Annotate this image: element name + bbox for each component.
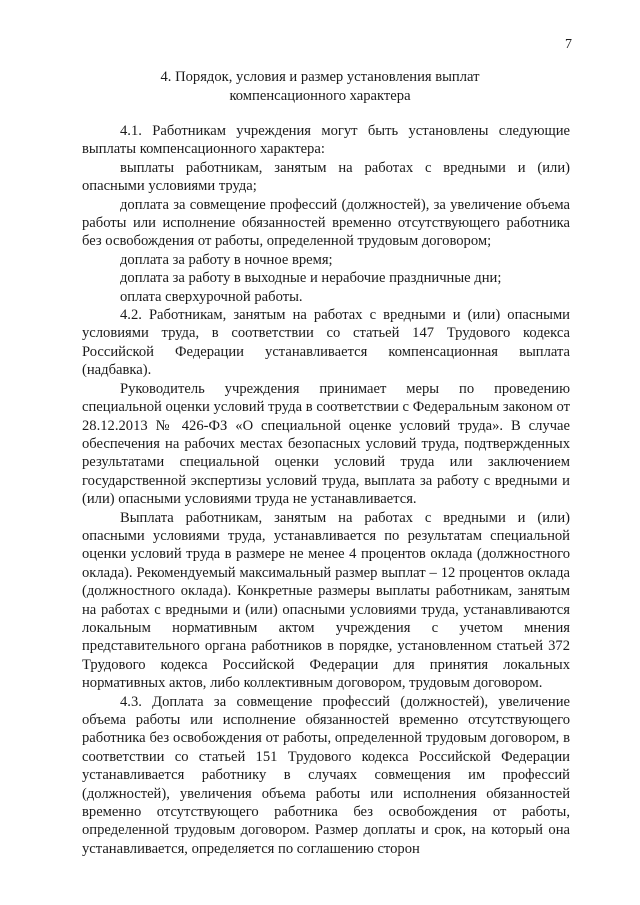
paragraph-payment-amount: Выплата работникам, занятым на работах с вредными и (или) опасными условиями труда, устанавливается по результатам специальной оценки условий труда в размере не менее 4 процентов оклада (должностного оклада). Рекомендуемый максимальный размер выплат – 12 процентов оклада (должностного оклада). Конкретные размеры выплаты работникам, занятым на работах с вредными и (или) опасными условиями труда, устанавливаются локальным нормативным актом учреждения с учетом мнения представительного органа работников в порядке, установленном статьей 372 Трудового кодекса Российской Федерации для принятия локальных нормативных актов, либо коллективным договором, трудовым договором. — [82, 509, 570, 692]
paragraph-4-1: 4.1. Работникам учреждения могут быть установлены следующие выплаты компенсационного характера: — [82, 123, 570, 158]
list-item-combined-duties: доплата за совмещение профессий (должностей), за увеличение объема работы или исполнение обязанностей временно отсутствующего работника без освобождения от работы, определенной трудовым договором; — [82, 196, 570, 250]
page-number: 7 — [565, 37, 572, 52]
section-heading — [96, 68, 544, 106]
paragraph-4-2: 4.2. Работникам, занятым на работах с вредными и (или) опасными условиями труда, в соответствии со статьей 147 Трудового кодекса Российской Федерации устанавливается компенсационная выплата (надбавка). — [82, 307, 570, 379]
section-heading-line-1: 4. Порядок, условия и размер установления выплат — [160, 69, 480, 85]
list-item-overtime: оплата сверхурочной работы. — [120, 288, 303, 305]
list-item-harmful-conditions: выплаты работникам, занятым на работах с вредными и (или) опасными условиями труда; — [82, 159, 570, 195]
document-body — [82, 122, 570, 858]
paragraph-special-assessment: Руководитель учреждения принимает меры по проведению специальной оценки условий труда в соответствии с Федеральным законом от 28.12.2013 № 426-ФЗ «О специальной оценке условий труда». В случае обеспечения на рабочих местах безопасных условий труда, подтвержденных результатами специальной оценки условий труда или заключением государственной экспертизы условий труда, выплата за работу с вредными и (или) опасными условиями труда не устанавливается. — [82, 380, 570, 508]
list-item-night-work: доплата за работу в ночное время; — [120, 251, 333, 268]
paragraph-4-3: 4.3. Доплата за совмещение профессий (должностей), увеличение объема работы или исполнение обязанностей временно отсутствующего работника без освобождения от работы, определенной трудовым договором, в соответствии со статьей 151 Трудового кодекса Российской Федерации устанавливается работнику в случаях совмещения им профессий (должностей), увеличения объема работы или исполнения обязанностей временно отсутствующего работника без освобождения от работы, определенной трудовым договором. Размер доплаты и срок, на который она устанавливается, определяется по соглашению сторон — [82, 693, 570, 857]
section-heading-line-2: компенсационного характера — [229, 88, 411, 104]
list-item-weekend-work: доплата за работу в выходные и нерабочие праздничные дни; — [120, 270, 502, 287]
